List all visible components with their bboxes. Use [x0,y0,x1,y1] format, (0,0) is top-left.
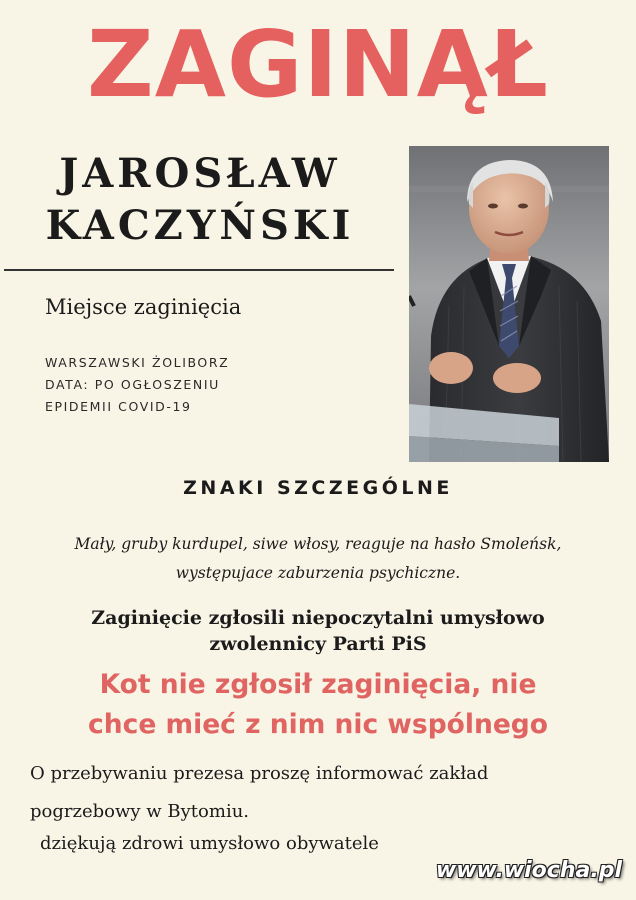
person-last-name: KACZYŃSKI [45,202,355,249]
place-detail-line: WARSZAWSKI ŻOLIBORZ [45,355,230,370]
info-line: O przebywaniu prezesa proszę informować zakład [30,763,489,784]
signs-line: Mały, gruby kurdupel, siwe włosy, reaguje na hasło Smoleńsk, [74,535,562,553]
cat-line: Kot nie zgłosił zaginięcia, nie [99,669,537,700]
place-heading: Miejsce zaginięcia [45,295,242,319]
place-detail-line: EPIDEMII COVID-19 [45,399,192,414]
info-line: pogrzebowy w Bytomiu. [30,801,250,822]
person-photo [409,146,609,462]
cat-line: chce mieć z nim nic wspólnego [88,709,548,740]
watermark: www.wiocha.pl [435,858,622,883]
reported-line: Zaginięcie zgłosili niepoczytalni umysłowo [91,607,545,629]
signs-heading: ZNAKI SZCZEGÓLNE [183,477,453,499]
info-request [30,755,630,831]
reported-line: zwolennicy Parti PiS [209,633,427,655]
person-photo-illustration [409,146,609,462]
signs-description [0,530,636,588]
headline: ZAGINĄŁ [87,11,549,118]
place-details [45,352,229,418]
place-detail-line: DATA: PO OGŁOSZENIU [45,377,220,392]
person-first-name: JAROSŁAW [59,150,341,197]
thanks-line: dziękują zdrowi umysłowo obywatele [40,833,379,854]
divider [4,269,394,271]
signs-line: występujace zaburzenia psychiczne. [175,564,461,582]
cat-notice [0,665,636,745]
person-name [10,148,390,252]
reported-by [0,605,636,657]
